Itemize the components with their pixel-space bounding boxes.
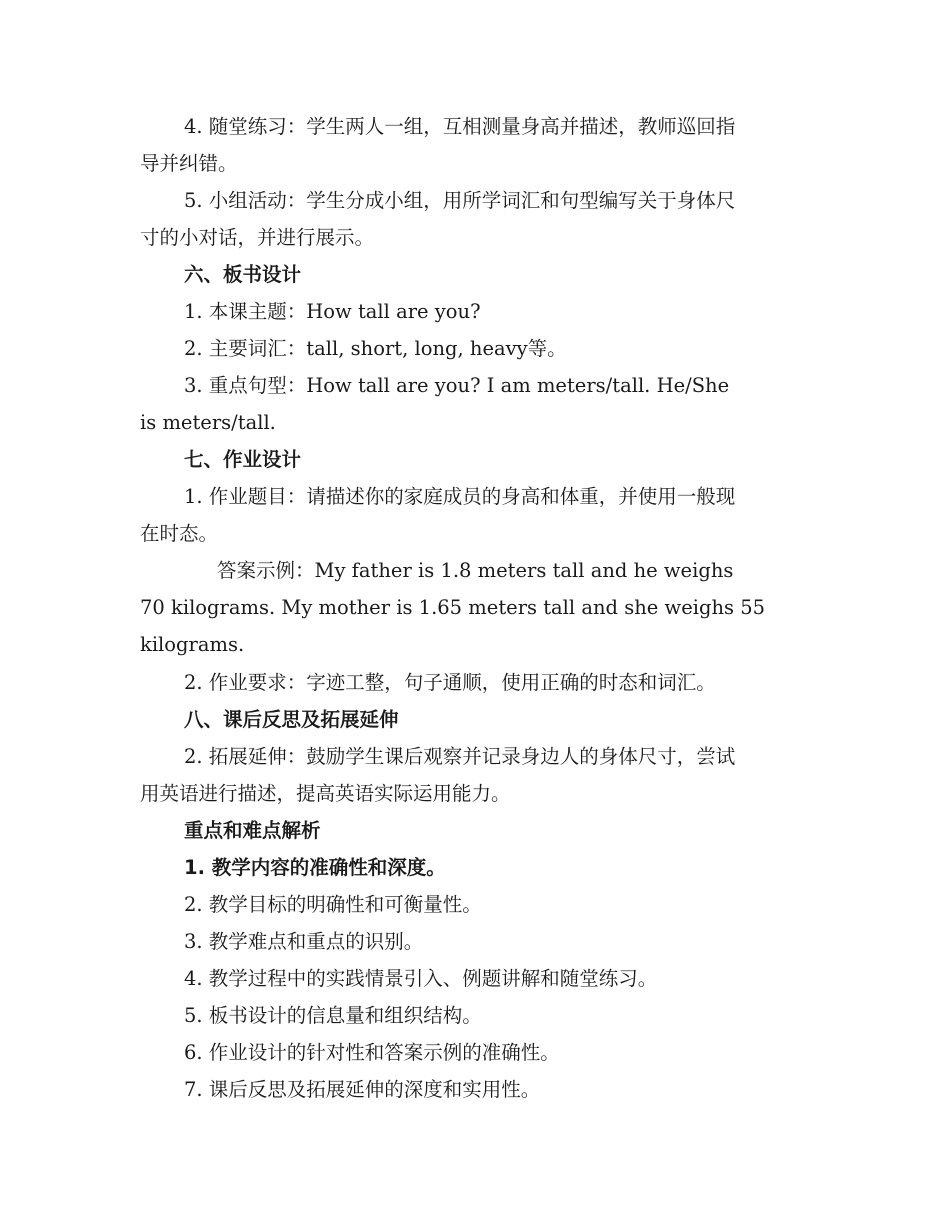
list-item: 2. 主要词汇：tall, short, long, heavy等。 xyxy=(184,337,567,360)
section-heading: 八、课后反思及拓展延伸 xyxy=(184,708,399,731)
paragraph-line: kilograms. xyxy=(140,633,245,656)
list-item: 2. 教学目标的明确性和可衡量性。 xyxy=(184,893,482,916)
list-item: 2. 作业要求：字迹工整，句子通顺，使用正确的时态和词汇。 xyxy=(184,671,716,694)
list-item: 4. 教学过程中的实践情景引入、例题讲解和随堂练习。 xyxy=(184,967,658,990)
paragraph-line: 导并纠错。 xyxy=(140,152,238,175)
list-item: 2. 拓展延伸：鼓励学生课后观察并记录身边人的身体尺寸，尝试 xyxy=(184,745,736,768)
list-item: 1. 本课主题：How tall are you? xyxy=(184,300,481,323)
section-heading: 重点和难点解析 xyxy=(184,819,321,842)
list-item: 3. 重点句型：How tall are you? I am meters/tall. He/She xyxy=(184,374,730,397)
section-heading: 七、作业设计 xyxy=(184,448,302,471)
paragraph-line: 5. 小组活动：学生分成小组，用所学词汇和句型编写关于身体尺 xyxy=(184,189,736,212)
paragraph-line: 4. 随堂练习：学生两人一组，互相测量身高并描述，教师巡回指 xyxy=(184,115,736,138)
list-item: 1. 作业题目：请描述你的家庭成员的身高和体重，并使用一般现 xyxy=(184,485,736,508)
paragraph-line: 寸的小对话，并进行展示。 xyxy=(140,226,375,249)
list-item: 7. 课后反思及拓展延伸的深度和实用性。 xyxy=(184,1078,541,1101)
list-item: 3. 教学难点和重点的识别。 xyxy=(184,930,424,953)
paragraph-line: 在时态。 xyxy=(140,522,219,545)
answer-example: 答案示例：My father is 1.8 meters tall and he weighs xyxy=(217,559,734,582)
paragraph-line: is meters/tall. xyxy=(140,411,276,434)
paragraph-line: 用英语进行描述，提高英语实际运用能力。 xyxy=(140,782,511,805)
list-item: 1. 教学内容的准确性和深度。 xyxy=(184,856,446,879)
section-heading: 六、板书设计 xyxy=(184,263,302,286)
list-item: 5. 板书设计的信息量和组织结构。 xyxy=(184,1004,482,1027)
paragraph-line: 70 kilograms. My mother is 1.65 meters tall and she weighs 55 xyxy=(140,596,766,619)
list-item: 6. 作业设计的针对性和答案示例的准确性。 xyxy=(184,1041,560,1064)
